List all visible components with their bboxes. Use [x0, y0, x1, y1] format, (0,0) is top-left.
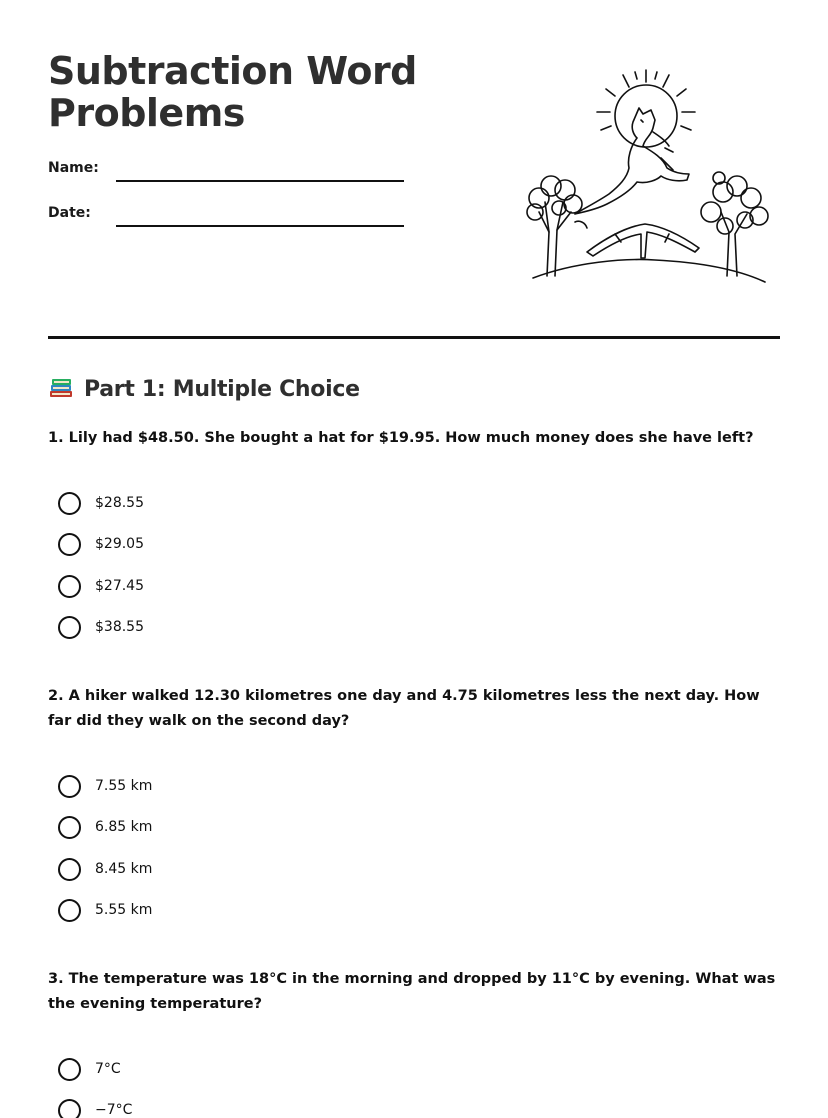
radio-button[interactable]	[58, 858, 81, 881]
radio-button[interactable]	[58, 1058, 81, 1081]
name-line[interactable]	[116, 180, 404, 182]
question-1-option-b[interactable]	[58, 531, 144, 557]
option-label: $28.55	[95, 495, 144, 511]
date-line[interactable]	[116, 225, 404, 227]
section-heading	[48, 372, 360, 406]
question-1-option-a[interactable]	[58, 490, 144, 516]
question-1: 1. Lily had $48.50. She bought a hat for $19.95. How much money does she have left?	[48, 430, 754, 446]
question-3-option-a[interactable]	[58, 1056, 121, 1082]
question-1-option-c[interactable]	[58, 573, 144, 599]
radio-button[interactable]	[58, 775, 81, 798]
option-label: 7.55 km	[95, 778, 153, 794]
date-label: Date:	[48, 205, 91, 221]
date-field-row	[48, 205, 408, 235]
books-icon	[48, 374, 74, 404]
kangaroo-illustration	[515, 62, 775, 292]
question-3: 3. The temperature was 18°C in the morning and dropped by 11°C by evening. What was the evening temperature?	[48, 971, 776, 1012]
radio-button[interactable]	[58, 899, 81, 922]
radio-button[interactable]	[58, 533, 81, 556]
option-label: $29.05	[95, 536, 144, 552]
option-label: −7°C	[95, 1102, 133, 1118]
worksheet-title: Subtraction Word Problems	[48, 49, 417, 135]
question-2-option-c[interactable]	[58, 856, 152, 882]
radio-button[interactable]	[58, 816, 81, 839]
radio-button[interactable]	[58, 492, 81, 515]
section-divider	[48, 336, 780, 339]
name-label: Name:	[48, 160, 99, 176]
question-2-option-a[interactable]	[58, 773, 152, 799]
radio-button[interactable]	[58, 575, 81, 598]
option-label: 7°C	[95, 1061, 121, 1077]
radio-button[interactable]	[58, 616, 81, 639]
option-label: 5.55 km	[95, 902, 153, 918]
question-2: 2. A hiker walked 12.30 kilometres one day and 4.75 kilometres less the next day. How far did they walk on the second day?	[48, 688, 760, 729]
option-label: 6.85 km	[95, 819, 153, 835]
question-3-option-b[interactable]	[58, 1097, 132, 1118]
question-2-option-d[interactable]	[58, 897, 152, 923]
option-label: $38.55	[95, 619, 144, 635]
name-field-row	[48, 160, 408, 190]
radio-button[interactable]	[58, 1099, 81, 1118]
question-1-option-d[interactable]	[58, 614, 144, 640]
section-title: Part 1: Multiple Choice	[84, 376, 360, 402]
option-label: $27.45	[95, 578, 144, 594]
option-label: 8.45 km	[95, 861, 153, 877]
question-2-option-b[interactable]	[58, 814, 152, 840]
